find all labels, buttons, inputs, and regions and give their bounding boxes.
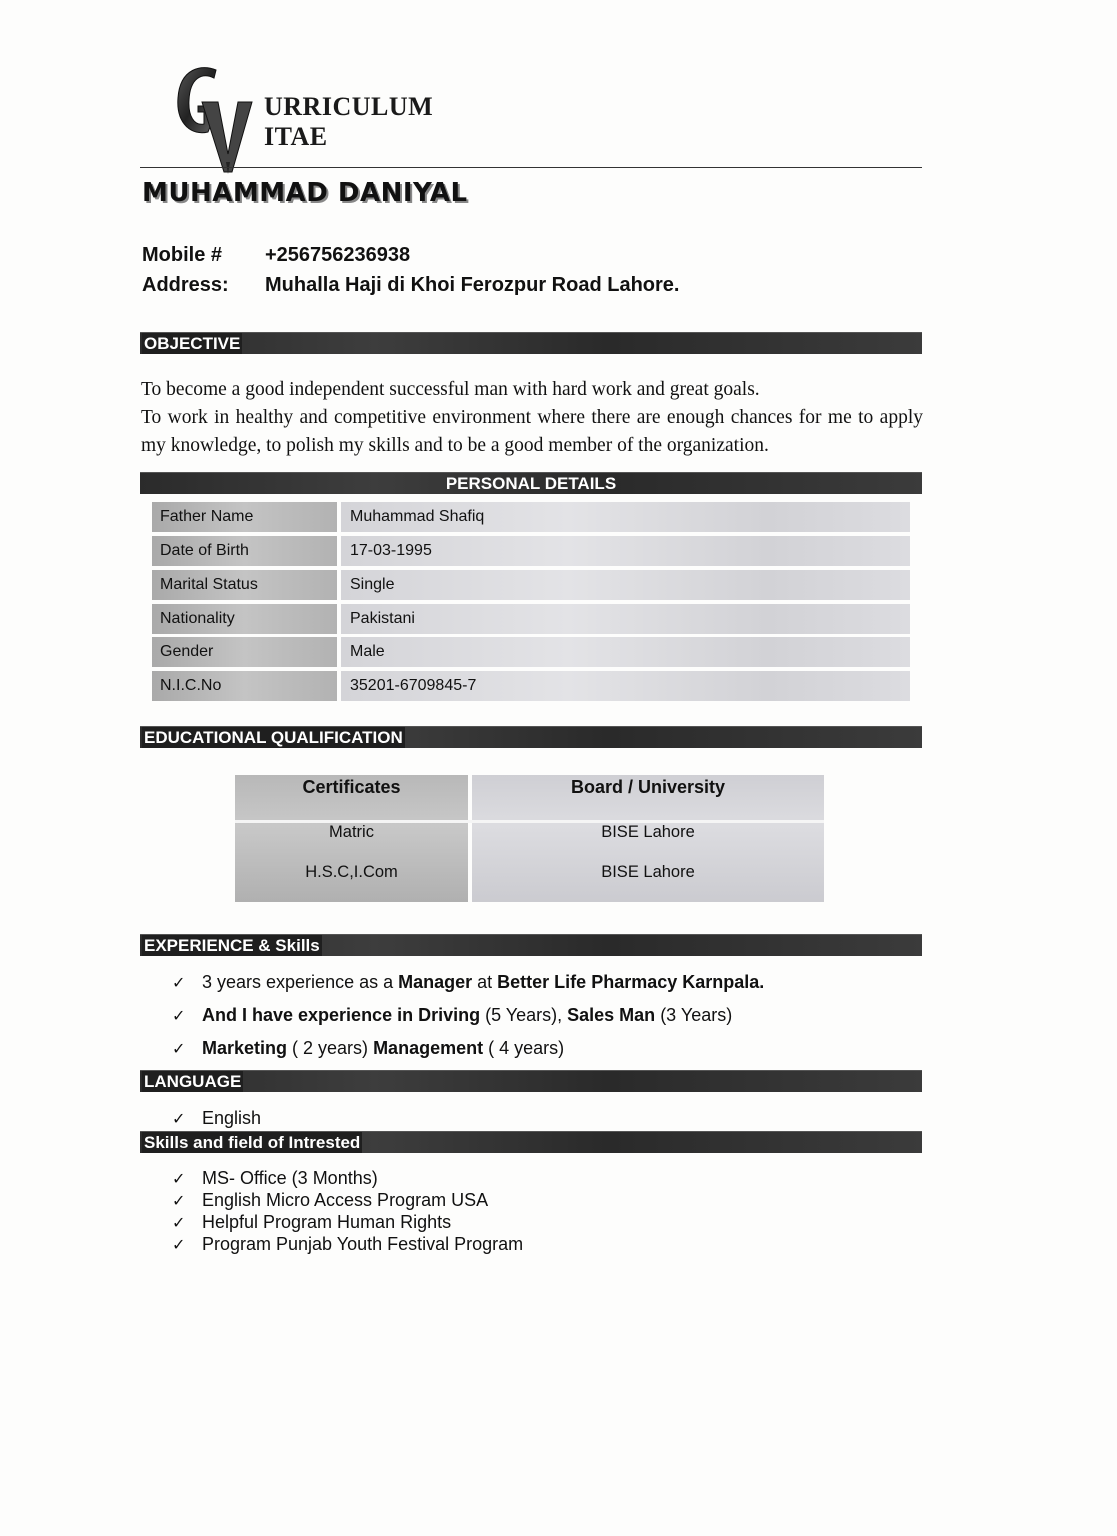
experience-text: ( 4 years)	[483, 1038, 565, 1058]
objective-section-bar	[140, 332, 922, 354]
mobile-label: Mobile #	[142, 244, 223, 266]
experience-employer: Better Life Pharmacy Karnpala.	[497, 972, 765, 992]
experience-text: ( 2 years)	[287, 1038, 374, 1058]
experience-section-bar	[140, 934, 922, 956]
language-section-bar	[140, 1070, 922, 1092]
cv-logo-mark	[172, 62, 262, 174]
education-certificate: H.S.C,I.Com	[305, 863, 398, 881]
experience-role: And I have experience in Driving	[202, 1005, 481, 1025]
experience-text: 3 years experience as a	[202, 972, 399, 992]
experience-role: Marketing	[202, 1038, 288, 1058]
personal-key: Date of Birth	[152, 536, 337, 566]
title-divider	[140, 167, 922, 168]
check-icon: ✓	[172, 1191, 186, 1210]
experience-item	[172, 972, 764, 993]
personal-row	[152, 570, 910, 600]
personal-value: 17-03-1995	[341, 536, 910, 566]
objective-heading: OBJECTIVE	[144, 334, 241, 353]
address-label: Address:	[142, 274, 229, 296]
skills-section-bar	[140, 1131, 922, 1153]
skill-item	[172, 1212, 451, 1233]
experience-text: at	[472, 972, 498, 992]
skill-text: English Micro Access Program USA	[202, 1190, 489, 1210]
check-icon: ✓	[172, 1235, 186, 1254]
objective-line-1: To become a good independent successful man with hard work and great goals.	[141, 379, 760, 400]
check-icon: ✓	[172, 1006, 186, 1025]
candidate-name: MUHAMMAD DANIYAL	[142, 178, 468, 208]
personal-value: Single	[341, 570, 910, 600]
education-header-board: Board / University	[570, 777, 726, 797]
personal-row	[152, 536, 910, 566]
personal-section-bar	[140, 472, 922, 494]
education-board: BISE Lahore	[601, 823, 695, 841]
personal-key: Father Name	[152, 502, 337, 532]
experience-item	[172, 1038, 564, 1059]
education-header-certificates: Certificates	[302, 777, 401, 797]
experience-role: Management	[373, 1038, 484, 1058]
address-value: Muhalla Haji di Khoi Ferozpur Road Lahore.	[265, 274, 680, 296]
personal-key: Gender	[152, 637, 337, 667]
personal-value: Muhammad Shafiq	[341, 502, 910, 532]
experience-role: Sales Man	[567, 1005, 656, 1025]
education-board: BISE Lahore	[601, 863, 695, 881]
experience-text: (5 Years),	[480, 1005, 568, 1025]
experience-text: (3 Years)	[655, 1005, 733, 1025]
education-certificate: Matric	[329, 823, 374, 841]
check-icon: ✓	[172, 1169, 186, 1188]
personal-value: Male	[341, 637, 910, 667]
skills-heading: Skills and field of Intrested	[144, 1133, 361, 1152]
skill-text: Helpful Program Human Rights	[202, 1212, 452, 1232]
personal-value: Pakistani	[341, 604, 910, 634]
cv-title-line-2: ITAE	[264, 122, 328, 151]
experience-role: Manager	[398, 972, 473, 992]
language-item	[172, 1108, 261, 1129]
personal-heading: PERSONAL DETAILS	[445, 474, 617, 493]
check-icon: ✓	[172, 1039, 186, 1058]
check-icon: ✓	[172, 1109, 186, 1128]
experience-item	[172, 1005, 732, 1026]
skill-text: MS- Office (3 Months)	[202, 1168, 378, 1188]
education-section-bar	[140, 726, 922, 748]
check-icon: ✓	[172, 973, 186, 992]
experience-heading: EXPERIENCE & Skills	[144, 936, 320, 955]
objective-line-2: To work in healthy and competitive environment where there are enough chances for me to apply my knowledge, to polish my skills and to be a good member of the organization.	[141, 407, 923, 456]
personal-row	[152, 502, 910, 532]
education-heading: EDUCATIONAL QUALIFICATION	[144, 728, 403, 747]
skill-text: Program Punjab Youth Festival Program	[202, 1234, 524, 1254]
personal-key: Marital Status	[152, 570, 337, 600]
skill-item	[172, 1234, 523, 1255]
language-name: English	[202, 1108, 262, 1128]
cv-logo	[172, 62, 262, 172]
personal-row	[152, 604, 910, 634]
check-icon: ✓	[172, 1213, 186, 1232]
personal-key: N.I.C.No	[152, 671, 337, 701]
personal-row	[152, 671, 910, 701]
personal-row	[152, 637, 910, 667]
language-heading: LANGUAGE	[144, 1072, 242, 1091]
skill-item	[172, 1190, 488, 1211]
skill-item	[172, 1168, 378, 1189]
cv-title-line-1: URRICULUM	[264, 92, 434, 121]
personal-value: 35201-6709845-7	[341, 671, 910, 701]
personal-key: Nationality	[152, 604, 337, 634]
objective-text	[141, 376, 923, 460]
mobile-value: +256756236938	[265, 244, 411, 266]
